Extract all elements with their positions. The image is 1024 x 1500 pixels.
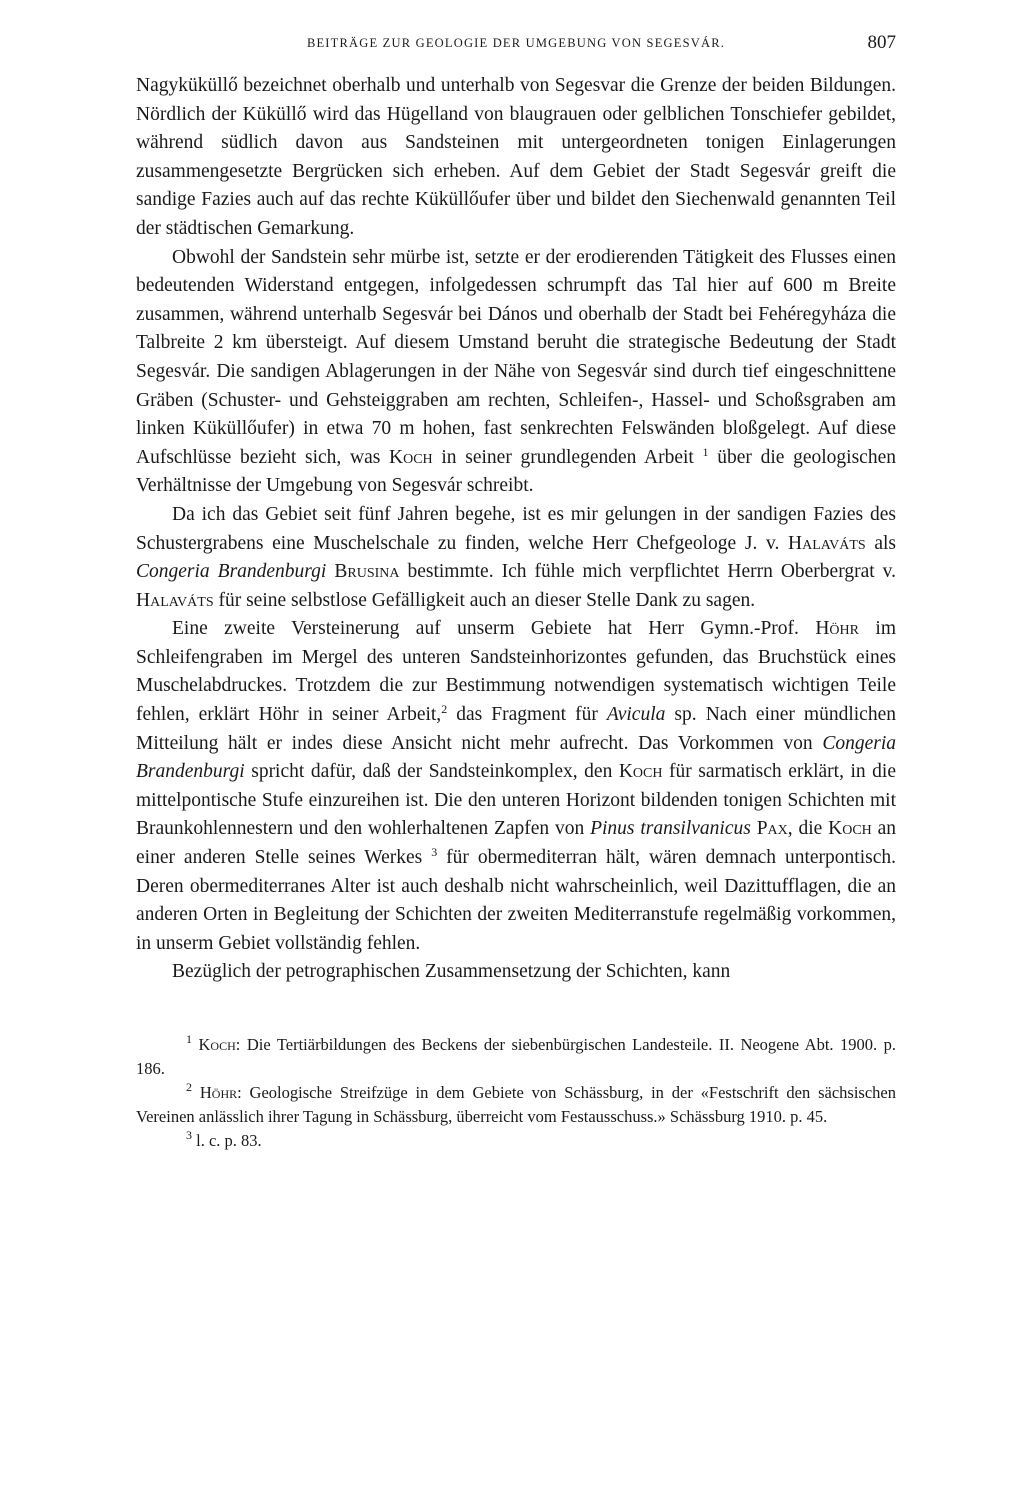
- page-number: 807: [867, 32, 896, 53]
- author-name: Koch: [618, 761, 663, 783]
- footnote-marker: 1: [702, 444, 709, 459]
- footnote: [136, 1129, 896, 1153]
- author-name: Halaváts: [136, 589, 214, 611]
- text-run: Obwohl der Sandstein sehr mürbe ist, setzte er der erodierenden Tätigkeit des Flusses einen bedeutenden Widerstand entgegen, infolgedessen schrumpft das Tal hier auf 600 m Breite zusammen, während unterhalb Segesvár bei Dános und oberhalb der Stadt bei Fehéregyháza die Talbreite 2 km übersteigt. Auf diesem Umstand beruht die strategische Bedeutung der Stadt Segesvár. Die sandigen Ablagerungen in der Nähe von Segesvár sind durch tief eingeschnittene Gräben (Schuster- und Gehsteiggraben am rechten, Schleifen-, Hassel- und Schoßsgraben am linken Küküllőufer) in etwa 70 m hohen, fast senkrechten Felswänden bloßgelegt. Auf diese Aufschlüsse bezieht sich, was: [136, 246, 896, 468]
- text-run: : Die Tertiärbildungen des Beckens der siebenbürgischen Landesteile. II. Neogene Abt. 1900. p. 186.: [136, 1035, 896, 1078]
- taxon-name: Congeria Brandenburgi: [136, 561, 327, 583]
- document-page: [136, 28, 896, 1153]
- text-run: Da ich das Gebiet seit fünf Jahren begehe, ist es mir gelungen in der sandigen Fazies des Schustergrabens eine Muschelschale zu finden, welche Herr Chefgeologe J. v.: [136, 503, 896, 554]
- text-run: für seine selbstlose Gefälligkeit auch an dieser Stelle Dank zu sagen.: [213, 589, 756, 611]
- author-name: Koch: [828, 818, 872, 840]
- paragraph: [136, 501, 896, 615]
- text-run: l. c. p. 83.: [192, 1131, 262, 1150]
- text-run: an einer anderen Stelle seines Werkes: [136, 818, 897, 869]
- paragraph: [136, 72, 896, 244]
- paragraph: [136, 615, 896, 958]
- footnote-marker: 1: [186, 1032, 192, 1046]
- text-run: sp. Nach einer mündlichen Mitteilung hält er indes diese Ansicht nicht mehr aufrecht. Das Vorkommen von: [136, 704, 896, 754]
- text-run: über die geologischen Verhältnisse der Umgebung von Segesvár schreibt.: [136, 446, 896, 497]
- taxon-name: Congeria Brandenburgi: [136, 732, 896, 783]
- taxon-name: Avicula: [606, 704, 666, 726]
- text-run: , die: [787, 818, 829, 840]
- author-name: Pax: [756, 818, 788, 840]
- running-title: BEITRÄGE ZUR GEOLOGIE DER UMGEBUNG VON SEGESVÁR.: [306, 36, 726, 50]
- text-run: in seiner grundlegenden Arbeit: [432, 446, 703, 468]
- author-name: Halaváts: [788, 532, 866, 554]
- text-run: bestimmte. Ich fühle mich verpflichtet Herrn Oberbergrat v.: [399, 561, 897, 583]
- page-header: [136, 28, 896, 62]
- text-run: Nagyküküllő bezeichnet oberhalb und unterhalb von Segesvar die Grenze der beiden Bildungen. Nördlich der Küküllő wird das Hügelland von blaugrauen oder gelblichen Tonschiefer gebildet, während südlich davon aus Sandsteinen mit untergeordneten tonigen Einlagerungen zusammengesetzte Bergrücken sich erheben. Auf dem Gebiet der Stadt Segesvár greift die sandige Fazies auch auf das rechte Küküllőufer über und bildet den Siechenwald genannten Teil der städtischen Gemarkung.: [136, 75, 896, 239]
- footnote-marker: 3: [186, 1128, 192, 1142]
- text-run: im Schleifengraben im Mergel des unteren Sandsteinhorizontes gefunden, das Bruchstück eines Muschelabdruckes. Trotzdem die zur Bestimmung notwendigen systematisch wichtigen Teile fehlen, erklärt Höhr in seiner Arbeit,: [136, 618, 896, 726]
- author-name: Koch: [198, 1035, 236, 1054]
- text-run: als: [865, 532, 896, 554]
- text-run: das Fragment für: [447, 704, 607, 726]
- text-run: [192, 1083, 200, 1102]
- text-run: für obermediterran hält, wären demnach unterpontisch. Deren obermediterranes Alter ist auch deshalb nicht wahrscheinlich, weil Dazittufflagen, die an anderen Orten in Begleitung der Schichten der zweiten Mediterranstufe regelmäßig vorkommen, in unserm Gebiet vollständig fehlen.: [136, 847, 896, 954]
- text-run: spricht dafür, daß der Sandsteinkomplex, den: [244, 761, 619, 783]
- author-name: Brusina: [334, 561, 400, 583]
- author-name: Höhr: [199, 1083, 238, 1102]
- footnote: [136, 1033, 896, 1081]
- text-run: Eine zweite Versteinerung auf unserm Gebiete hat Herr Gymn.-Prof.: [172, 618, 816, 640]
- author-name: Koch: [389, 446, 433, 468]
- footnote-marker: 2: [441, 702, 448, 717]
- paragraph: [136, 244, 896, 501]
- text-run: Bezüglich der petrographischen Zusammensetzung der Schichten, kann: [172, 961, 731, 983]
- footnotes: [136, 1033, 896, 1153]
- author-name: Höhr: [815, 618, 859, 640]
- taxon-name: Pinus transilvanicus: [590, 818, 751, 840]
- text-run: : Geologische Streifzüge in dem Gebiete von Schässburg, in der «Festschrift den sächsischen Vereinen anlässlich ihrer Tagung in Schässburg, überreicht vom Festausschuss.» Schässburg 1910. p. 45.: [136, 1083, 896, 1126]
- footnote-marker: 2: [186, 1080, 192, 1094]
- body-text: [136, 72, 896, 987]
- footnote-marker: 3: [431, 845, 438, 860]
- footnote: [136, 1081, 896, 1129]
- text-run: für sarmatisch erklärt, in die mittelpontische Stufe einzureihen ist. Die den unteren Horizont bildenden tonigen Schichten mit Braunkohlennestern und den wohlerhaltenen Zapfen von: [136, 761, 896, 840]
- paragraph: [136, 958, 896, 987]
